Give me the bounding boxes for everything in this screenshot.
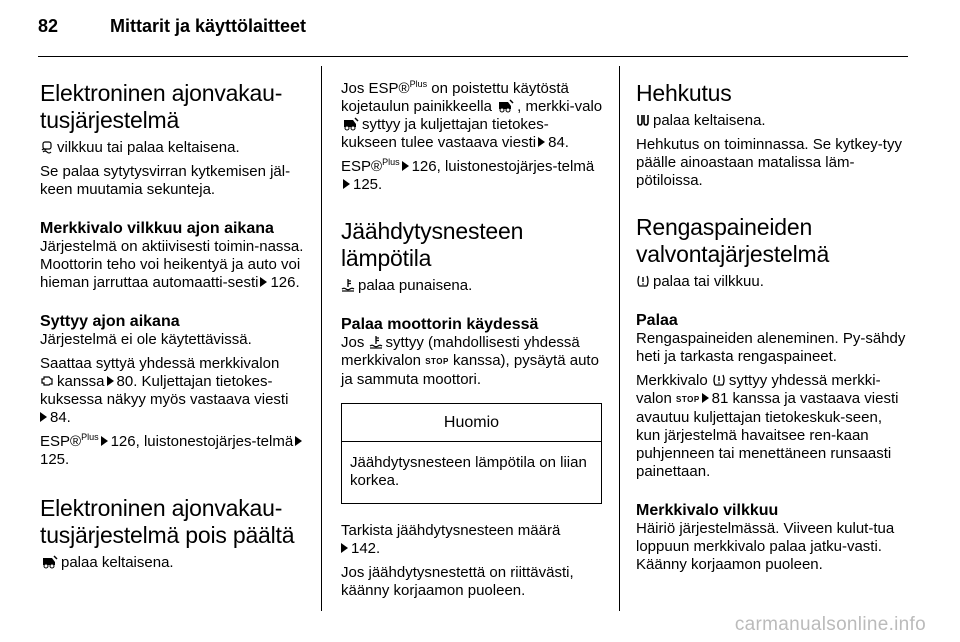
flashing-subtitle: Merkkivalo vilkkuu ajon aikana — [40, 220, 274, 237]
watermark: carmanualsonline.info — [734, 614, 926, 635]
notice-box — [341, 403, 602, 504]
page-reference-triangle-icon — [107, 376, 114, 386]
lights-while-driving-subtitle: Syttyy ajon aikana — [40, 313, 180, 330]
page-reference-triangle-icon — [260, 277, 267, 287]
stop-indicator-icon: STOP — [425, 357, 449, 366]
notice-box-title: Huomio — [342, 404, 601, 442]
lights-paragraph-3: ESP®$^{Plus}$ 126, luistonestojärjes-telmä125. — [40, 433, 310, 469]
column-divider-2 — [619, 66, 620, 611]
column-2 — [341, 80, 603, 606]
esp-off-icon — [40, 555, 58, 569]
esp-off-section-title: Elektroninen ajonvakau- tusjärjestelmä pois päältä — [40, 495, 295, 548]
page-reference-triangle-icon — [538, 137, 545, 147]
tyre-paragraph: palaa tai vilkkuu. — [636, 273, 908, 291]
lights-subtitle: Palaa — [636, 312, 678, 329]
tyre-pressure-icon — [712, 373, 726, 387]
engine-running-subtitle: Palaa moottorin käydessä — [341, 316, 539, 333]
glow-paragraph-2: Hehkutus on toiminnassa. Se kytkey-tyy päälle ainoastaan matalissa läm-pötiloissa. — [636, 136, 902, 189]
column-3 — [636, 80, 908, 580]
page-number: 82 — [38, 16, 59, 36]
flashing-tyre-paragraph: Häiriö järjestelmässä. Viiveen kulut-tua loppuun merkkivalo palaa jatku-vasti. Käänny korjaamon puoleen. — [636, 520, 895, 573]
glow-paragraph-1: palaa keltaisena. — [636, 112, 908, 130]
column-divider-1 — [321, 66, 322, 611]
coolant-paragraph: palaa punaisena. — [341, 277, 603, 295]
esp-off-icon — [496, 99, 514, 113]
lights-tyre-paragraph-2: Merkkivalo syttyy yhdessä merkki-valon STOP 81 kanssa ja vastaava viesti avautuu kuljettajan tietokeskuk-seen, kun järjestelmä havaitsee ren-kaan puhjenneen tai menettäneen runsaasti painettaan. — [636, 372, 899, 480]
page-reference-triangle-icon — [341, 543, 348, 553]
engine-running-paragraph: Jos syttyy (mahdollisesti yhdessä merkkivalon STOP kanssa), pysäytä auto ja sammuta moottori. — [341, 334, 599, 388]
notice-box-body: Jäähdytysnesteen lämpötila on liian korkea. — [350, 454, 587, 489]
page-reference-triangle-icon — [343, 179, 350, 189]
esp-paragraph-1: vilkkuu tai palaa keltaisena. — [40, 139, 310, 157]
coolant-section-title: Jäähdytysnesteen lämpötila — [341, 218, 524, 271]
header-rule — [38, 56, 908, 57]
coolant-temperature-icon — [369, 335, 383, 349]
glow-plug-icon — [636, 113, 650, 127]
page-reference-triangle-icon — [295, 436, 302, 446]
page-reference-triangle-icon — [40, 412, 47, 422]
glow-section-title: Hehkutus — [636, 80, 732, 106]
esp-off-paragraph: palaa keltaisena. — [40, 554, 310, 572]
page-reference-triangle-icon — [702, 393, 709, 403]
enough-coolant-paragraph: Jos jäähdytysnestettä on riittävästi, käänny korjaamon puoleen. — [341, 564, 574, 599]
lights-paragraph-2: Saattaa syttyä yhdessä merkkivalon kanssa 80. Kuljettajan tietokes-kuksessa näkyy myös vastaava viesti 84. — [40, 355, 289, 426]
coolant-temperature-icon — [341, 278, 355, 292]
esp-paragraph-2: Se palaa sytytysvirran kytkemisen jäl-keen muutamia sekunteja. — [40, 163, 291, 198]
flashing-tyre-subtitle: Merkkivalo vilkkuu — [636, 502, 779, 519]
lights-tyre-paragraph-1: Rengaspaineiden aleneminen. Py-sähdy heti ja tarkasta rengaspaineet. — [636, 330, 906, 365]
engine-check-icon — [40, 374, 54, 388]
flashing-paragraph: Järjestelmä on aktiivisesti toimin-nassa. Moottorin teho voi heikentyä ja auto voi hieman jarruttaa automaatti-sesti 126. — [40, 238, 304, 291]
esp-warning-icon — [40, 140, 54, 154]
page-reference-triangle-icon — [402, 161, 409, 171]
page-reference-triangle-icon — [101, 436, 108, 446]
chapter-title: Mittarit ja käyttölaitteet — [110, 16, 307, 36]
esp-reference-paragraph: ESP®$^{Plus}$ 126, luistonestojärjes-telmä125. — [341, 157, 595, 193]
column-1 — [40, 80, 310, 578]
stop-indicator-icon: STOP — [676, 395, 700, 404]
tyre-section-title: Rengaspaineiden valvontajärjestelmä — [636, 214, 830, 267]
esp-section-title: Elektroninen ajonvakau- tusjärjestelmä — [40, 80, 283, 133]
page-header — [38, 16, 306, 37]
esp-disabled-paragraph: Jos ESP®$^{Plus}$ on poistettu käytöstä kojetaulun painikkeella , merkki-valo syttyy ja kuljettajan tietokes-kukseen tulee vastaava viesti 84. — [341, 79, 603, 151]
lights-paragraph-1: Järjestelmä ei ole käytettävissä. — [40, 331, 252, 348]
esp-off-icon — [341, 117, 359, 131]
tyre-pressure-icon — [636, 274, 650, 288]
check-coolant-paragraph: Tarkista jäähdytysnesteen määrä 142. — [341, 522, 561, 557]
